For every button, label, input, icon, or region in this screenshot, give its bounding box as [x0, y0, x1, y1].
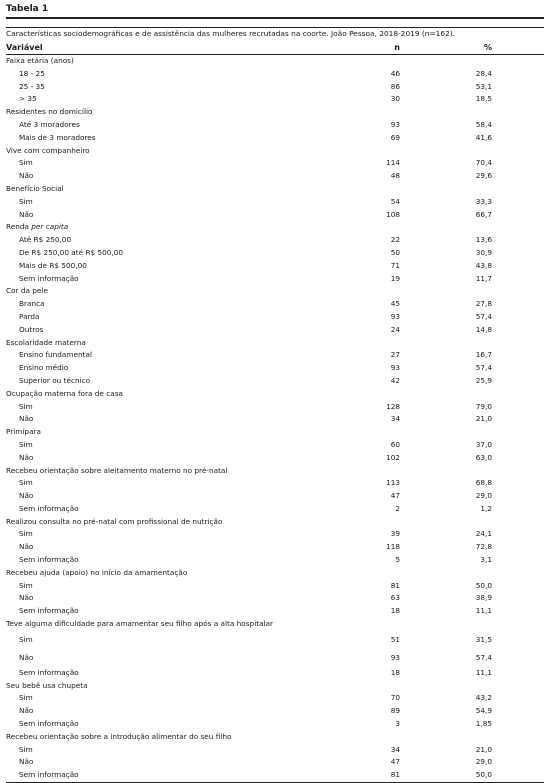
group-label	[6, 221, 306, 234]
row-label	[6, 718, 306, 731]
label-text: Não	[19, 171, 34, 181]
row-label	[6, 769, 306, 782]
cell-n: 19	[390, 273, 400, 283]
cell-n: 81	[390, 580, 400, 590]
label-text: Branca	[19, 299, 45, 309]
table-row	[6, 692, 544, 705]
table-row	[6, 247, 544, 260]
cell-n: 47	[390, 757, 400, 767]
row-label	[6, 705, 306, 718]
cell-n: 54	[390, 196, 400, 206]
cell-n: 30	[390, 94, 400, 104]
group-label	[6, 465, 306, 478]
group-row	[6, 285, 544, 298]
cell-percent: 31,5	[475, 634, 492, 644]
row-label	[6, 209, 306, 222]
table-row	[6, 170, 544, 183]
label-text: Não	[19, 452, 34, 462]
cell-n: 46	[390, 68, 400, 78]
label-text: Benefício Social	[6, 183, 64, 193]
table-row	[6, 756, 544, 769]
cell-percent: 70,4	[475, 158, 492, 168]
label-text: Recebeu orientação sobre a introdução alimentar do seu filho	[6, 731, 232, 741]
table-row	[6, 580, 544, 593]
table-row	[6, 132, 544, 145]
row-label	[6, 554, 306, 567]
cell-n: 108	[386, 209, 400, 219]
label-text: Sem informação	[19, 667, 79, 677]
table-row	[6, 718, 544, 731]
label-text: Vive com companheiro	[6, 145, 90, 155]
cell-n: 18	[390, 606, 400, 616]
cell-percent: 18,5	[475, 94, 492, 104]
cell-n: 45	[390, 299, 400, 309]
label-text: Sim	[19, 693, 33, 703]
group-label	[6, 516, 306, 529]
cell-percent: 3,1	[480, 555, 492, 565]
group-label	[6, 618, 306, 631]
label-text: Sim	[19, 401, 33, 411]
cell-percent: 72,8	[475, 542, 492, 552]
label-text: Não	[19, 209, 34, 219]
row-label	[6, 477, 306, 490]
label-text: Sem informação	[19, 606, 79, 616]
cell-percent	[426, 618, 544, 631]
row-label	[6, 744, 306, 757]
label-text: Não	[19, 757, 34, 767]
cell-percent: 57,4	[475, 652, 492, 662]
label-text: Sim	[19, 744, 33, 754]
table-row	[6, 452, 544, 465]
table-row	[6, 401, 544, 414]
label-text: Sem informação	[19, 719, 79, 729]
cell-percent: 50,0	[475, 580, 492, 590]
cell-n	[306, 183, 426, 196]
label-text: Até 3 moradores	[19, 119, 80, 129]
table-row	[6, 311, 544, 324]
cell-n: 48	[390, 171, 400, 181]
label-text: 18 - 25	[19, 68, 45, 78]
table-row	[6, 744, 544, 757]
cell-n	[306, 618, 426, 631]
table-row	[6, 196, 544, 209]
row-label	[6, 439, 306, 452]
cell-percent	[426, 183, 544, 196]
group-label	[6, 426, 306, 439]
row-label	[6, 93, 306, 106]
row-label	[6, 362, 306, 375]
table-body	[6, 55, 544, 783]
cell-n: 22	[390, 235, 400, 245]
group-label	[6, 145, 306, 158]
cell-percent	[426, 55, 544, 68]
label-text: Não	[19, 542, 34, 552]
cell-percent	[426, 680, 544, 693]
cell-n: 113	[386, 478, 400, 488]
row-label	[6, 541, 306, 554]
group-row	[6, 680, 544, 693]
label-text: Não	[19, 491, 34, 501]
row-label	[6, 667, 306, 680]
cell-percent	[426, 516, 544, 529]
cell-n	[306, 145, 426, 158]
label-text: Sem informação	[19, 770, 79, 780]
group-label	[6, 731, 306, 744]
cell-percent	[426, 465, 544, 478]
row-label	[6, 234, 306, 247]
row-label	[6, 490, 306, 503]
cell-n: 39	[390, 529, 400, 539]
cell-n: 51	[390, 634, 400, 644]
table-row	[6, 362, 544, 375]
group-label	[6, 106, 306, 119]
label-text: Recebeu ajuda (apoio) no início da amamentação	[6, 567, 188, 577]
label-text: Sim	[19, 439, 33, 449]
group-row	[6, 221, 544, 234]
label-text: Ensino médio	[19, 363, 69, 373]
row-label	[6, 170, 306, 183]
cell-n: 114	[386, 158, 400, 168]
label-text: Residentes no domicílio	[6, 107, 93, 117]
cell-percent: 33,3	[475, 196, 492, 206]
label-text: Sim	[19, 529, 33, 539]
label-text: De R$ 250,00 até R$ 500,00	[19, 247, 124, 257]
label-text: Sim	[19, 478, 33, 488]
group-label	[6, 55, 306, 68]
table-row	[6, 119, 544, 132]
label-text: Escolaridade materna	[6, 337, 86, 347]
group-row	[6, 55, 544, 68]
cell-n: 93	[390, 652, 400, 662]
cell-n	[306, 465, 426, 478]
cell-n: 5	[395, 555, 400, 565]
cell-percent: 25,9	[475, 375, 492, 385]
row-label	[6, 605, 306, 618]
cell-n: 24	[390, 324, 400, 334]
table-row	[6, 477, 544, 490]
table-row	[6, 705, 544, 718]
table-row	[6, 490, 544, 503]
table-row	[6, 157, 544, 170]
table-row	[6, 554, 544, 567]
cell-n	[306, 567, 426, 580]
data-table	[6, 41, 544, 783]
label-text: Sim	[19, 196, 33, 206]
cell-percent: 53,1	[475, 81, 492, 91]
table-row	[6, 439, 544, 452]
cell-percent: 27,8	[475, 299, 492, 309]
cell-n: 70	[390, 693, 400, 703]
cell-percent: 68,8	[475, 478, 492, 488]
cell-percent: 16,7	[475, 350, 492, 360]
cell-n	[306, 55, 426, 68]
cell-percent: 37,0	[475, 439, 492, 449]
cell-n: 34	[390, 414, 400, 424]
cell-percent: 43,2	[475, 693, 492, 703]
cell-percent: 14,8	[475, 324, 492, 334]
group-label	[6, 337, 306, 350]
row-label	[6, 592, 306, 605]
row-label	[6, 375, 306, 388]
table-header	[6, 41, 544, 55]
table-row	[6, 631, 544, 649]
cell-percent: 13,6	[475, 235, 492, 245]
row-label	[6, 756, 306, 769]
header-variable: Variável	[6, 41, 306, 55]
group-row	[6, 337, 544, 350]
table-row	[6, 209, 544, 222]
label-text: Ocupação materna fora de casa	[6, 388, 123, 398]
cell-n	[306, 516, 426, 529]
label-text: Sim	[19, 158, 33, 168]
group-row	[6, 465, 544, 478]
label-text: Não	[19, 706, 34, 716]
group-row	[6, 426, 544, 439]
cell-n	[306, 426, 426, 439]
label-text: Realizou consulta no pré-natal com profissional de nutrição	[6, 516, 223, 526]
cell-percent: 57,4	[475, 311, 492, 321]
row-label	[6, 157, 306, 170]
group-row	[6, 516, 544, 529]
cell-n: 60	[390, 439, 400, 449]
cell-percent: 29,0	[475, 491, 492, 501]
cell-percent: 28,4	[475, 68, 492, 78]
caption-rule	[6, 27, 544, 28]
table-row	[6, 234, 544, 247]
table-title: Tabela 1	[6, 4, 49, 14]
cell-n: 3	[395, 719, 400, 729]
group-label	[6, 285, 306, 298]
table-row	[6, 273, 544, 286]
group-label	[6, 680, 306, 693]
group-label	[6, 567, 306, 580]
row-label	[6, 401, 306, 414]
row-label	[6, 119, 306, 132]
label-text: Primípara	[6, 427, 42, 437]
cell-n: 34	[390, 744, 400, 754]
cell-n: 63	[390, 593, 400, 603]
cell-n: 93	[390, 363, 400, 373]
cell-n: 86	[390, 81, 400, 91]
cell-percent: 1,85	[475, 719, 492, 729]
label-text: Sem informação	[19, 555, 79, 565]
label-text: Não	[19, 593, 34, 603]
row-label	[6, 68, 306, 81]
table-caption: Características sociodemográficas e de assistência das mulheres recrutadas na coorte. João Pessoa, 2018-2019 (n=162).	[6, 29, 456, 38]
cell-n: 93	[390, 119, 400, 129]
cell-percent: 54,9	[475, 706, 492, 716]
table-row	[6, 667, 544, 680]
label-text: 25 - 35	[19, 81, 45, 91]
cell-n	[306, 680, 426, 693]
table-row	[6, 413, 544, 426]
label-italic-text: per capita	[31, 222, 69, 232]
label-text: Recebeu orientação sobre aleitamento materno no pré-natal	[6, 465, 228, 475]
cell-percent	[426, 567, 544, 580]
header-row	[6, 41, 544, 55]
label-text: Até R$ 250,00	[19, 235, 72, 245]
cell-percent: 63,0	[475, 452, 492, 462]
cell-percent: 29,0	[475, 757, 492, 767]
group-label	[6, 388, 306, 401]
row-label	[6, 580, 306, 593]
cell-n: 18	[390, 667, 400, 677]
cell-percent	[426, 388, 544, 401]
cell-percent: 30,9	[475, 247, 492, 257]
cell-n: 2	[395, 503, 400, 513]
row-label	[6, 273, 306, 286]
row-label	[6, 260, 306, 273]
cell-n: 89	[390, 706, 400, 716]
label-text: Sim	[19, 634, 33, 644]
group-row	[6, 567, 544, 580]
row-label	[6, 132, 306, 145]
cell-n: 81	[306, 769, 426, 782]
title-rule	[6, 17, 544, 19]
cell-n	[306, 388, 426, 401]
table-row	[6, 528, 544, 541]
cell-percent: 11,1	[475, 606, 492, 616]
label-text: Não	[19, 414, 34, 424]
cell-percent: 21,0	[475, 744, 492, 754]
cell-percent: 24,1	[475, 529, 492, 539]
label-text: Mais de R$ 500,00	[19, 260, 87, 270]
cell-n	[306, 731, 426, 744]
cell-n: 42	[390, 375, 400, 385]
table-row	[6, 349, 544, 362]
table-row	[6, 592, 544, 605]
label-text: Seu bebê usa chupeta	[6, 680, 88, 690]
row-label	[6, 503, 306, 516]
cell-percent	[426, 221, 544, 234]
cell-percent: 79,0	[475, 401, 492, 411]
header-n: n	[306, 41, 426, 55]
cell-n	[306, 106, 426, 119]
table-row	[6, 68, 544, 81]
table-row	[6, 769, 544, 782]
row-label	[6, 298, 306, 311]
cell-n: 71	[390, 260, 400, 270]
table-row	[6, 81, 544, 94]
cell-percent	[426, 337, 544, 350]
cell-percent: 11,7	[475, 273, 492, 283]
cell-n: 27	[390, 350, 400, 360]
row-label	[6, 81, 306, 94]
table-row	[6, 93, 544, 106]
group-row	[6, 618, 544, 631]
cell-n	[306, 285, 426, 298]
cell-n: 93	[390, 311, 400, 321]
cell-percent: 29,6	[475, 171, 492, 181]
label-text: Cor da pele	[6, 286, 48, 296]
table-row	[6, 503, 544, 516]
label-text: Sem informação	[19, 273, 79, 283]
cell-percent: 50,0	[426, 769, 544, 782]
cell-n: 102	[386, 452, 400, 462]
row-label	[6, 692, 306, 705]
cell-percent: 66,7	[475, 209, 492, 219]
table-row	[6, 298, 544, 311]
table-row	[6, 541, 544, 554]
cell-percent: 38,9	[475, 593, 492, 603]
group-row	[6, 388, 544, 401]
group-label	[6, 183, 306, 196]
row-label	[6, 413, 306, 426]
label-text: Sem informação	[19, 503, 79, 513]
cell-percent: 21,0	[475, 414, 492, 424]
label-text: Ensino fundamental	[19, 350, 92, 360]
label-text: Não	[19, 652, 34, 662]
label-text: Teve alguma dificuldade para amamentar seu filho após a alta hospitalar	[6, 619, 274, 629]
label-text: Superior ou técnico	[19, 375, 91, 385]
label-text: Mais de 3 moradores	[19, 132, 96, 142]
group-row	[6, 183, 544, 196]
table-row	[6, 605, 544, 618]
table-row	[6, 260, 544, 273]
cell-n: 128	[386, 401, 400, 411]
cell-n	[306, 221, 426, 234]
cell-percent: 1,2	[480, 503, 492, 513]
row-label	[6, 196, 306, 209]
label-text: > 35	[19, 94, 37, 104]
header-percent: %	[426, 41, 544, 55]
cell-percent	[426, 106, 544, 119]
cell-n	[306, 337, 426, 350]
cell-percent: 57,4	[475, 363, 492, 373]
cell-n: 69	[390, 132, 400, 142]
table-row	[6, 324, 544, 337]
label-text: Sim	[19, 580, 33, 590]
cell-percent	[426, 285, 544, 298]
cell-percent: 43,8	[475, 260, 492, 270]
table-row	[6, 649, 544, 667]
group-row	[6, 731, 544, 744]
label-text: Outros	[19, 324, 44, 334]
row-label	[6, 324, 306, 337]
cell-n: 118	[386, 542, 400, 552]
label-text: Renda	[6, 222, 29, 232]
group-row	[6, 145, 544, 158]
cell-percent: 41,6	[475, 132, 492, 142]
label-text: Faixa etária (anos)	[6, 56, 74, 65]
label-text: Parda	[19, 311, 40, 321]
row-label	[6, 528, 306, 541]
row-label	[6, 631, 306, 649]
row-label	[6, 247, 306, 260]
table-row	[6, 375, 544, 388]
cell-percent: 11,1	[475, 667, 492, 677]
row-label	[6, 649, 306, 667]
cell-n: 50	[390, 247, 400, 257]
cell-percent	[426, 145, 544, 158]
row-label	[6, 349, 306, 362]
cell-percent: 58,4	[475, 119, 492, 129]
cell-percent	[426, 426, 544, 439]
cell-n: 47	[390, 491, 400, 501]
group-row	[6, 106, 544, 119]
row-label	[6, 452, 306, 465]
row-label	[6, 311, 306, 324]
cell-percent	[426, 731, 544, 744]
